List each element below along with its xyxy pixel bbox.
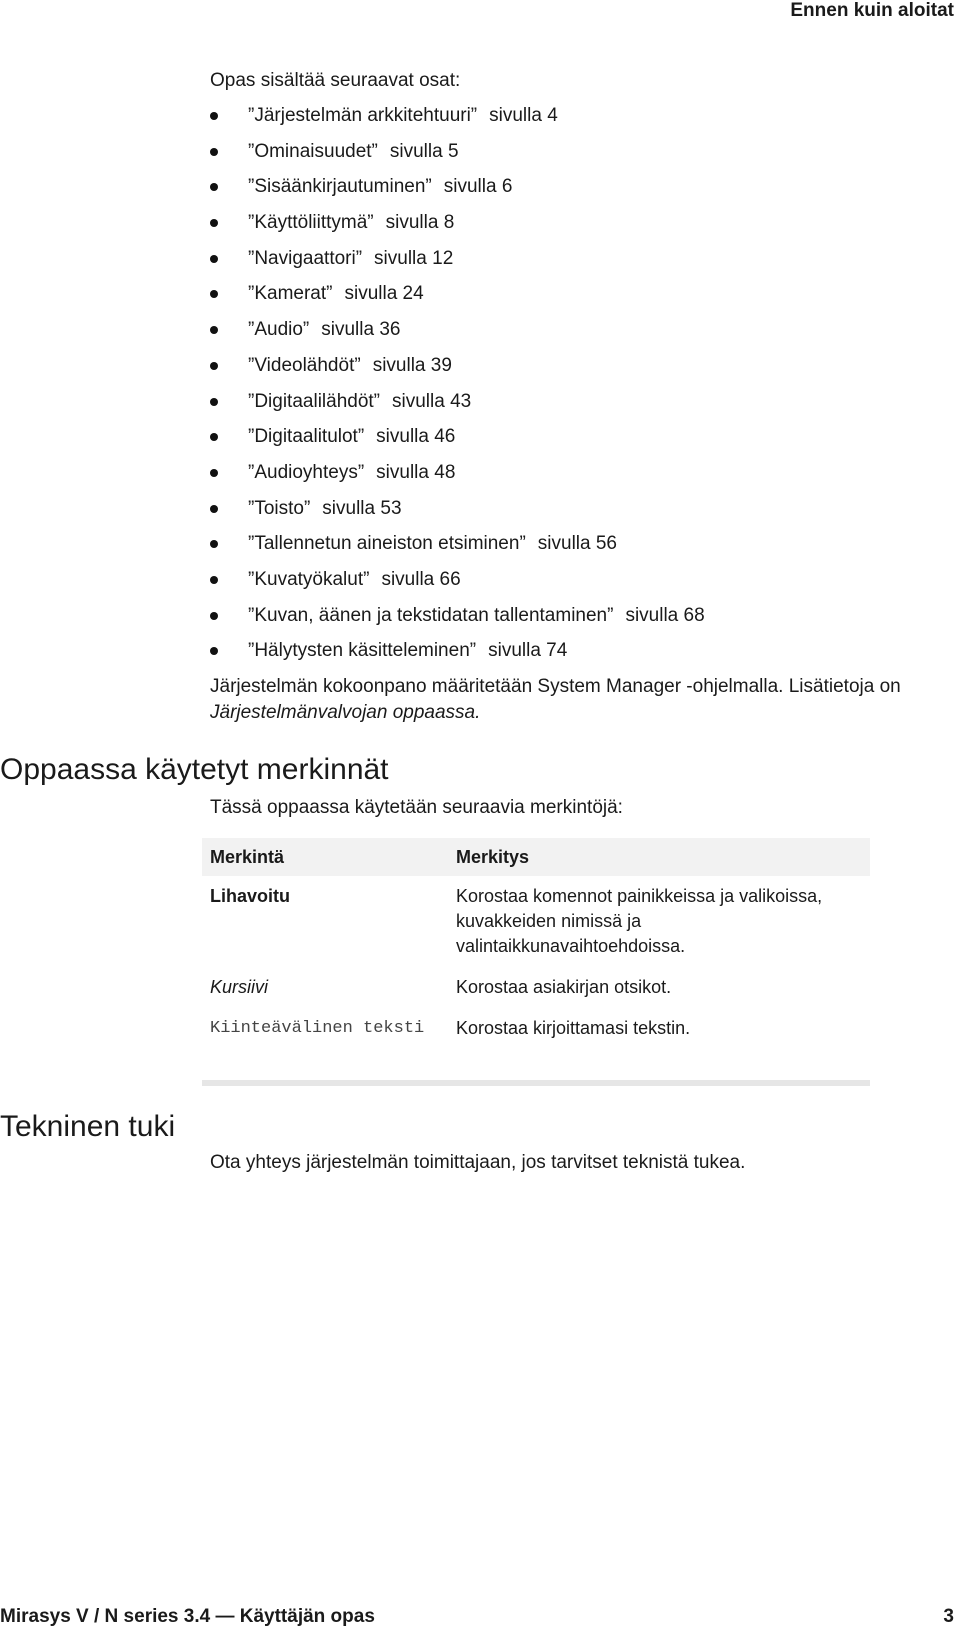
toc-link[interactable] [248,496,402,522]
toc-title: ”Järjestelmän arkkitehtuuri” [248,105,478,126]
toc-link[interactable] [248,281,424,307]
toc-link[interactable] [248,353,452,379]
config-text: Järjestelmän kokoonpano määritetään System Manager -ohjelmalla. Lisätietoja on [210,676,901,697]
toc-link[interactable] [248,317,400,343]
table-row [202,1008,870,1049]
column-header-meaning: Merkitys [456,846,530,867]
bullet-icon [210,326,218,334]
meaning-cell: Korostaa kirjoittamasi tekstin. [456,1018,691,1038]
bullet-icon [210,148,218,156]
toc-link[interactable] [248,638,567,664]
toc-title: ”Kuvatyökalut” [248,568,370,590]
bullet-icon [210,576,218,584]
toc-page: sivulla 6 [443,176,513,198]
toc-page: sivulla 56 [537,533,617,555]
toc-page: sivulla 5 [389,140,459,162]
bullet-icon [210,647,218,655]
toc-title: ”Toisto” [248,497,311,519]
toc-page: sivulla 39 [372,354,452,376]
toc-title: ”Videolähdöt” [248,354,361,376]
toc-page: sivulla 8 [385,212,455,234]
toc-page: sivulla 48 [376,461,456,483]
table-row [202,967,870,1008]
term-cell: Kiinteävälinen teksti [210,1019,425,1038]
toc-link[interactable] [248,139,459,165]
bullet-icon [210,540,218,548]
toc-page: sivulla 12 [374,247,454,269]
bullet-icon [210,362,218,370]
toc-page: sivulla 4 [489,105,558,126]
table-row [202,876,870,967]
toc-link[interactable] [248,174,512,200]
toc-link[interactable] [248,210,454,236]
support-text: Ota yhteys järjestelmän toimittajaan, jos tarvitset teknistä tukea. [210,1152,746,1173]
toc-link[interactable] [248,246,453,272]
meaning-cell: Korostaa komennot painikkeissa ja valikoissa, kuvakkeiden nimissä ja valintaikkunavaihtoehdoissa. [456,886,823,956]
toc-title: ”Tallennetun aineiston etsiminen” [248,533,526,555]
toc-link[interactable] [248,531,617,557]
toc-title: ”Hälytysten käsitteleminen” [248,640,477,662]
toc-link[interactable] [248,103,558,129]
toc-link[interactable] [248,424,455,450]
toc-page: sivulla 24 [344,283,424,305]
bullet-icon [210,290,218,298]
bullet-icon [210,612,218,620]
intro-text: Opas sisältää seuraavat osat: [210,70,461,91]
toc-title: ”Audioyhteys” [248,461,365,483]
bullet-icon [210,469,218,477]
page-header-title: Ennen kuin aloitat [790,0,954,21]
toc-title: ”Kamerat” [248,283,333,305]
bullet-icon [210,255,218,263]
meaning-cell: Korostaa asiakirjan otsikot. [456,977,672,997]
toc-title: ”Navigaattori” [248,247,363,269]
table-bottom-rule [202,1080,870,1086]
toc-page: sivulla 36 [321,319,401,341]
conventions-intro: Tässä oppaassa käytetään seuraavia merkintöjä: [210,797,623,818]
config-paragraph [210,674,958,726]
toc-page: sivulla 74 [488,640,568,662]
toc-link[interactable] [248,389,471,415]
toc-page: sivulla 68 [625,604,705,626]
toc-title: ”Audio” [248,319,310,341]
bullet-icon [210,183,218,191]
toc-title: ”Sisäänkirjautuminen” [248,176,432,198]
footer-page-number: 3 [943,1606,954,1627]
toc-link[interactable] [248,460,455,486]
column-header-term: Merkintä [210,846,285,867]
bullet-icon [210,398,218,406]
bullet-icon [210,219,218,227]
toc-link[interactable] [248,603,705,629]
toc-link[interactable] [248,567,461,593]
footer-doc-title: Mirasys V / N series 3.4 — Käyttäjän opas [0,1606,375,1627]
bullet-icon [210,505,218,513]
toc-title: ”Käyttöliittymä” [248,212,374,234]
support-heading: Tekninen tuki [0,1110,176,1143]
toc-title: ”Ominaisuudet” [248,140,378,162]
table-header-row [202,838,870,876]
bullet-icon [210,112,218,120]
conventions-heading: Oppaassa käytetyt merkinnät [0,753,389,786]
toc-title: ”Digitaalitulot” [248,426,365,448]
toc-page: sivulla 46 [376,426,456,448]
toc-title: ”Digitaalilähdöt” [248,390,381,412]
conventions-table [202,838,870,1049]
term-cell: Lihavoitu [210,886,290,906]
toc-page: sivulla 53 [322,497,402,519]
bullet-icon [210,433,218,441]
term-cell: Kursiivi [210,977,269,997]
toc-page: sivulla 43 [392,390,472,412]
toc-title: ”Kuvan, äänen ja tekstidatan tallentaminen” [248,604,614,626]
config-italic-text: Järjestelmänvalvojan oppaassa. [210,702,481,723]
toc-page: sivulla 66 [381,568,461,590]
